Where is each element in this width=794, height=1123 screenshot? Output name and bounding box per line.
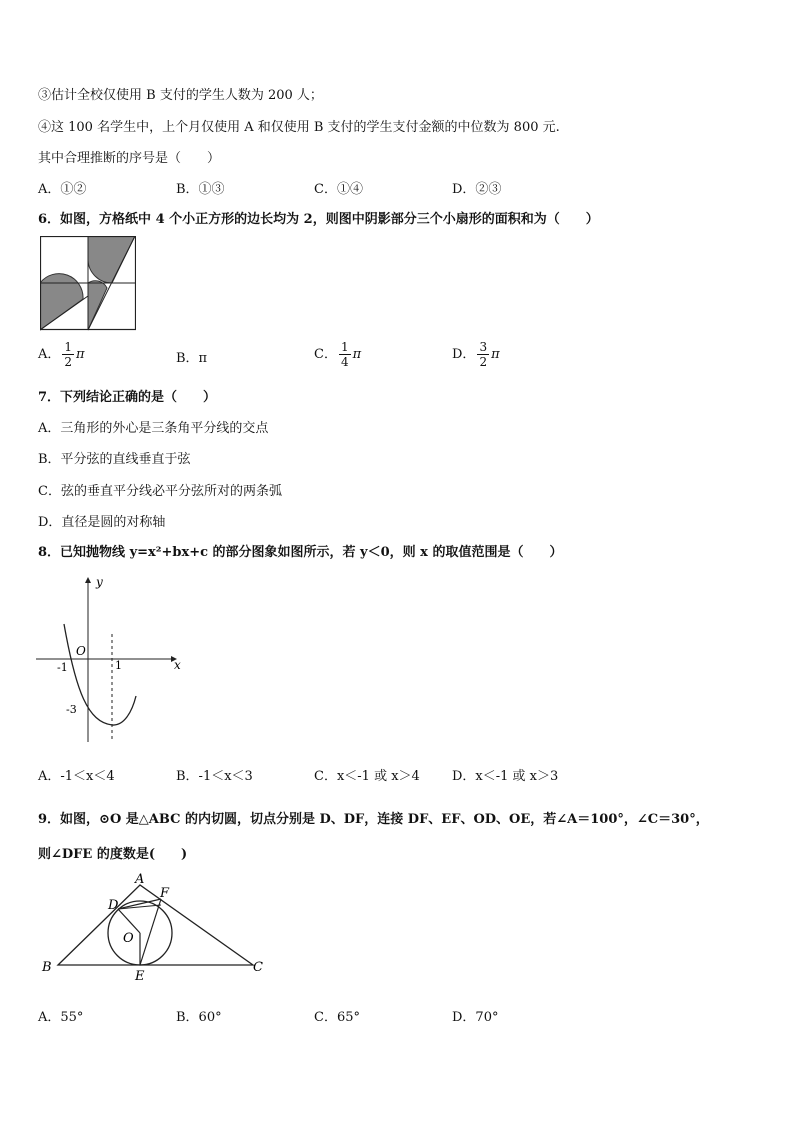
q9-option-a[interactable]: A．55° xyxy=(38,1010,84,1025)
q8-parabola-graph xyxy=(36,572,186,744)
q7-option-d[interactable]: D．直径是圆的对称轴 xyxy=(38,515,166,530)
q5-option-a[interactable]: A．①② xyxy=(38,182,87,197)
q6-option-a[interactable]: A． $\frac{1}{2}$ π xyxy=(38,340,85,369)
q8-label-neg1: -1 xyxy=(57,661,68,674)
q8-option-c[interactable]: C．x＜-1 或 x＞4 xyxy=(314,769,420,784)
q6-sector-left xyxy=(40,274,83,330)
q9-label-f: F xyxy=(160,886,170,901)
q9-option-b[interactable]: B．60° xyxy=(176,1010,222,1025)
q9-triangle xyxy=(58,885,253,965)
q8-option-a[interactable]: A．-1＜x＜4 xyxy=(38,769,115,784)
q9-label-a: A xyxy=(135,872,145,887)
q5-prompt: 其中合理推断的序号是（ ） xyxy=(38,151,221,166)
q8-y-label: y xyxy=(96,575,103,589)
q6-stem: 6．如图，方格纸中 4 个小正方形的边长均为 2，则图中阴影部分三个小扇形的面积和为（ ） xyxy=(38,212,599,227)
q9-option-d[interactable]: D．70° xyxy=(452,1010,499,1025)
q5-option-d[interactable]: D．②③ xyxy=(452,182,502,197)
q6-grid-figure xyxy=(40,236,136,331)
statement-3: ③估计全校仅使用 B 支付的学生人数为 200 人； xyxy=(38,88,323,103)
q5-option-b[interactable]: B．①③ xyxy=(176,182,225,197)
q9-option-c[interactable]: C．65° xyxy=(314,1010,360,1025)
q9-stem-2: 则∠DFE 的度数是( ) xyxy=(38,847,188,862)
q8-option-d[interactable]: D．x＜-1 或 x＞3 xyxy=(452,769,559,784)
q5-option-c[interactable]: C．①④ xyxy=(314,182,363,197)
q8-origin-label: O xyxy=(76,644,86,658)
q9-stem: 9．如图，⊙O 是△ABC 的内切圆，切点分别是 D、DF，连接 DF、EF、OD、OE，若∠A＝100°，∠C＝30°， xyxy=(38,812,709,827)
q9-label-e: E xyxy=(135,969,145,984)
q6-sector-top xyxy=(88,236,135,283)
q8-stem: 8．已知抛物线 y=x²+bx+c 的部分图象如图所示，若 y＜0，则 x 的取值范围是（ ） xyxy=(38,545,563,560)
q7-option-a[interactable]: A．三角形的外心是三条角平分线的交点 xyxy=(38,421,269,436)
q6-sector-mid xyxy=(88,281,107,330)
q8-label-neg3: -3 xyxy=(66,703,77,716)
q9-label-o: O xyxy=(123,931,134,946)
q7-option-c[interactable]: C．弦的垂直平分线必平分弦所对的两条弧 xyxy=(38,484,282,499)
q6-option-b[interactable]: B．π xyxy=(176,351,208,366)
q9-label-b: B xyxy=(42,960,52,975)
q8-label-one: 1 xyxy=(115,659,122,672)
q7-stem: 7．下列结论正确的是（ ） xyxy=(38,390,217,405)
q7-option-b[interactable]: B．平分弦的直线垂直于弦 xyxy=(38,452,191,467)
q6-option-d[interactable]: D． $\frac{3}{2}$ π xyxy=(452,340,500,369)
q8-option-b[interactable]: B．-1＜x＜3 xyxy=(176,769,253,784)
q9-triangle-figure xyxy=(40,872,270,984)
q6-option-c[interactable]: C． $\frac{1}{4}$ π xyxy=(314,340,362,369)
q9-label-c: C xyxy=(253,960,263,975)
statement-4: ④这 100 名学生中，上个月仅使用 A 和仅使用 B 支付的学生支付金额的中位数为 800 元. xyxy=(38,120,560,135)
q9-label-d: D xyxy=(108,898,119,913)
q8-x-label: x xyxy=(174,658,181,672)
